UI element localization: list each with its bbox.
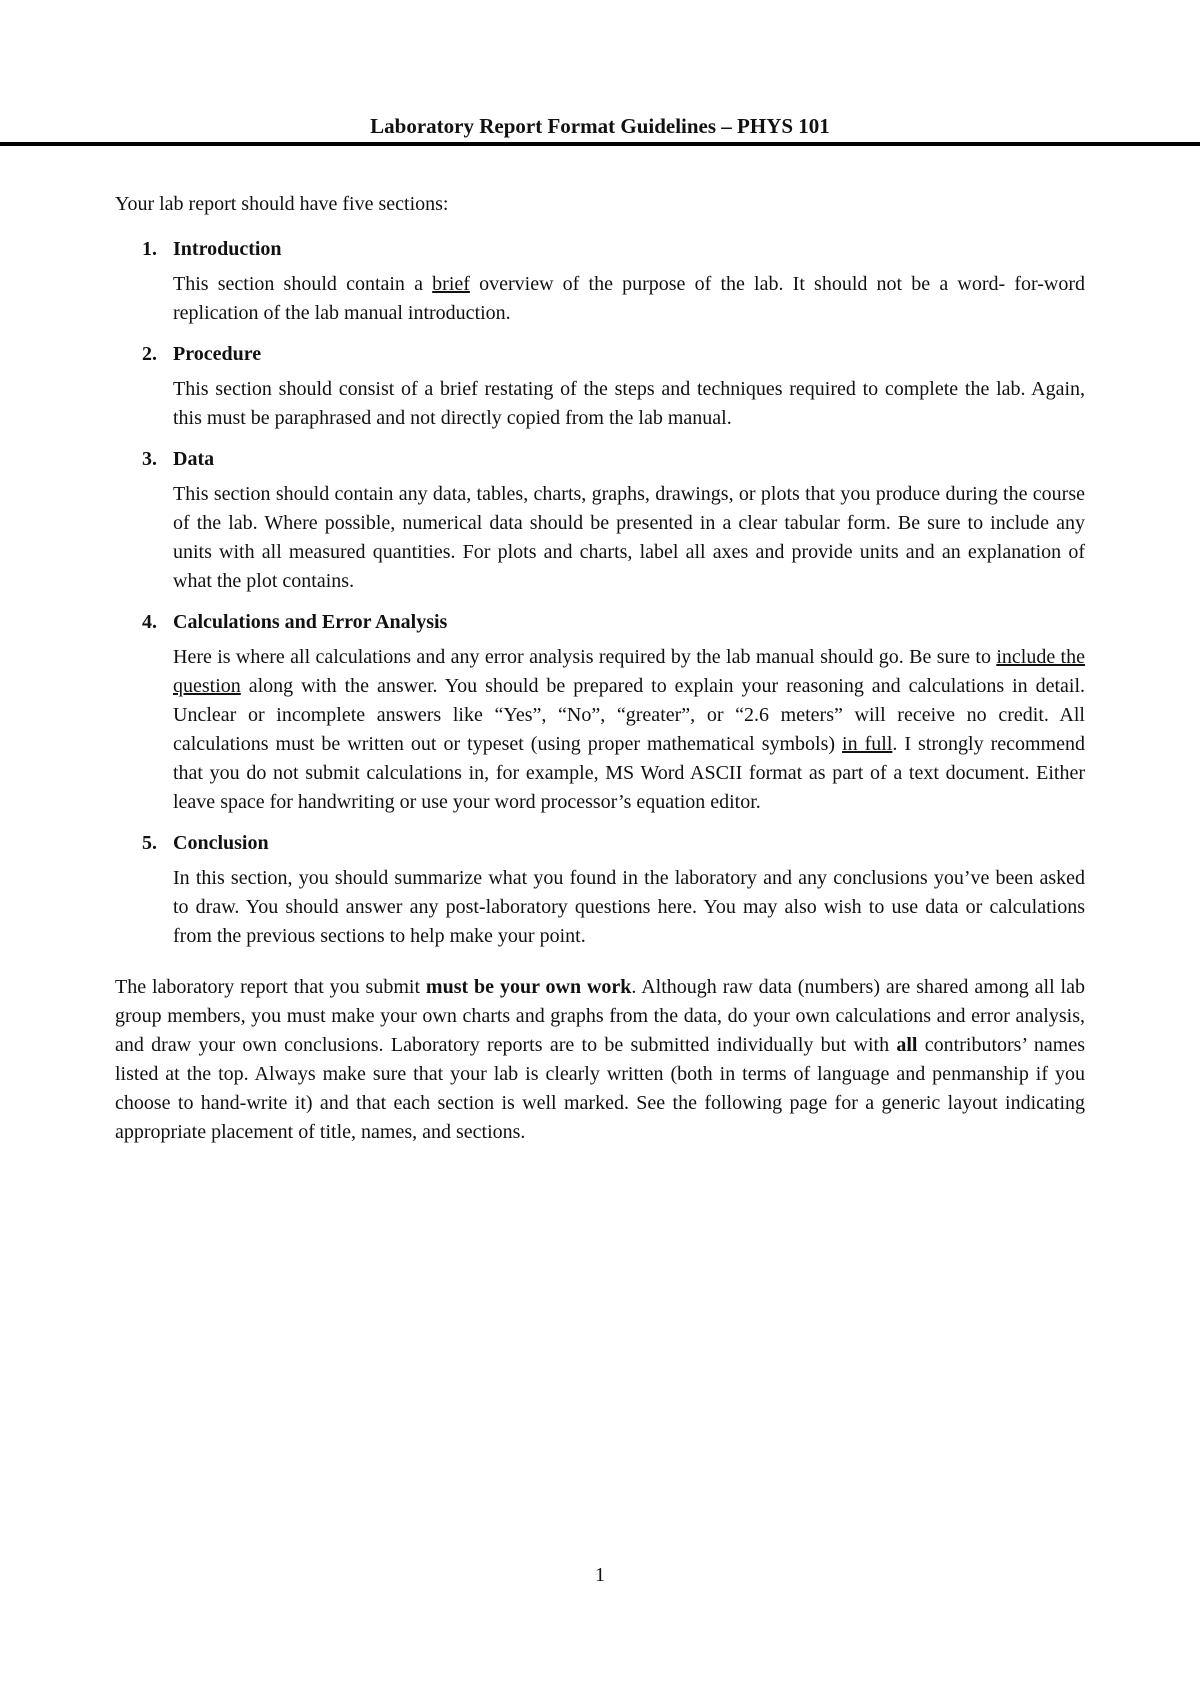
page-title: Laboratory Report Format Guidelines – PHYS 101 bbox=[370, 114, 830, 138]
section-number: 2. bbox=[142, 343, 157, 365]
document-body bbox=[115, 190, 1085, 1147]
body-text: Here is where all calculations and any error analysis required by the lab manual should go. Be sure to bbox=[173, 646, 997, 668]
section-calculations bbox=[115, 608, 1085, 817]
section-introduction bbox=[115, 235, 1085, 328]
body-text: . Although raw data (numbers) are shared among all lab group members, you must make your own charts and graphs from the data, do your own calculations and error analysis, and draw your own conclusions. Laboratory reports are to be submitted individually but with bbox=[115, 976, 1085, 1056]
bold-text: must be your own work bbox=[425, 976, 632, 998]
underlined-text: in full bbox=[842, 733, 893, 755]
section-body: This section should consist of a brief restating of the steps and techniques required to complete the lab. Again, this must be paraphrased and not directly copied from the lab manual. bbox=[173, 378, 1085, 429]
closing-paragraph bbox=[115, 973, 1085, 1147]
section-heading: Conclusion bbox=[173, 832, 269, 854]
section-number: 3. bbox=[142, 448, 157, 470]
body-text: overview of the purpose of the lab. It should not be a word- for-word replication of the lab manual introduction. bbox=[173, 273, 1085, 324]
section-body bbox=[173, 643, 1085, 817]
underlined-text: include the question bbox=[173, 646, 1085, 697]
section-body: This section should contain any data, tables, charts, graphs, drawings, or plots that you produce during the course of the lab. Where possible, numerical data should be presented in a clear tabular form. Be sure to include any units with all measured quantities. For plots and charts, label all axes and provide units and an explanation of what the plot contains. bbox=[173, 483, 1085, 592]
body-text: along with the answer. You should be prepared to explain your reasoning and calculations in detail. Unclear or incomplete answers like “Yes”, “No”, “greater”, or “2.6 meters” will receive no credit. All calculations must be written out or typeset (using proper mathematical symbols) bbox=[173, 675, 1085, 755]
bold-text: all bbox=[896, 1034, 918, 1056]
body-text: contributors’ names listed at the top. Always make sure that your lab is clearly written (both in terms of language and penmanship if you choose to hand-write it) and that each section is well marked. See the following page for a generic layout indicating appropriate placement of title, names, and sections. bbox=[115, 1034, 1086, 1143]
page-number: 1 bbox=[595, 1564, 605, 1586]
section-data bbox=[115, 445, 1085, 596]
section-heading: Procedure bbox=[173, 343, 262, 365]
section-heading: Introduction bbox=[173, 238, 282, 260]
section-procedure bbox=[115, 340, 1085, 433]
section-heading: Data bbox=[173, 448, 215, 470]
section-number: 1. bbox=[142, 238, 157, 260]
section-conclusion bbox=[115, 829, 1085, 951]
section-list bbox=[115, 235, 1085, 951]
section-number: 5. bbox=[142, 832, 157, 854]
body-text: This section should contain a bbox=[173, 273, 433, 295]
section-body: In this section, you should summarize what you found in the laboratory and any conclusions you’ve been asked to draw. You should answer any post-laboratory questions here. You may also wish to use data or calculations from the previous sections to help make your point. bbox=[173, 867, 1085, 947]
body-text: . I strongly recommend that you do not submit calculations in, for example, MS Word ASCII format as part of a text document. Either leave space for handwriting or use your word processor’s equation editor. bbox=[173, 733, 1085, 813]
section-heading: Calculations and Error Analysis bbox=[173, 611, 448, 633]
section-number: 4. bbox=[142, 611, 157, 633]
body-text: The laboratory report that you submit bbox=[115, 976, 426, 998]
intro-text: Your lab report should have five sections: bbox=[115, 193, 449, 215]
section-body bbox=[173, 270, 1085, 328]
underlined-text: brief bbox=[432, 273, 470, 295]
header-rule bbox=[0, 142, 1200, 146]
